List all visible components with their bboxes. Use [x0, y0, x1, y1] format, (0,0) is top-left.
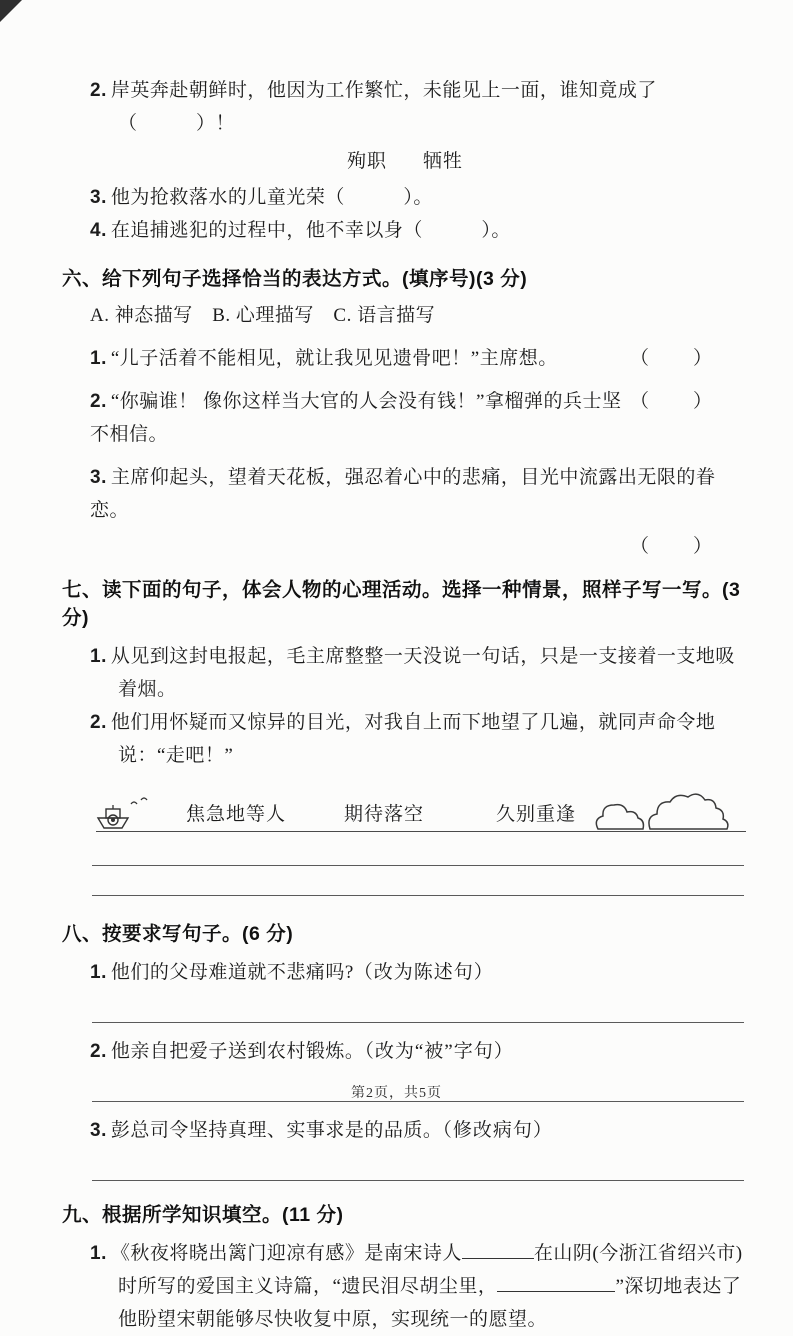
item-number: 2.: [90, 391, 107, 412]
word-bank-word: 殉职: [346, 151, 387, 172]
answer-line: [92, 895, 744, 896]
scenario-strip: [96, 792, 746, 832]
item-number: 1.: [90, 348, 107, 369]
item-number: 2.: [90, 80, 107, 101]
page-corner-mark: [0, 0, 22, 22]
question-item: [90, 461, 748, 527]
answer-line: [92, 865, 744, 866]
answer-parentheses: （ ）: [629, 391, 714, 412]
question-item: [90, 640, 748, 706]
item-number: 3.: [90, 187, 107, 208]
section-7-psychology-writing: [62, 574, 748, 896]
item-text: 他亲自把爱子送到农村锻炼。: [110, 1041, 365, 1062]
item-number: 1.: [90, 1243, 107, 1264]
question-item: [90, 342, 748, 375]
question-item: [90, 1035, 748, 1068]
item-tail: 。: [413, 187, 433, 208]
section-8-rewrite-sentences: [62, 918, 748, 1181]
answer-line: [92, 1022, 744, 1023]
page-content: [62, 74, 748, 1336]
item-tail: 。: [491, 220, 511, 241]
question-item: [90, 706, 748, 772]
question-item: [90, 385, 748, 451]
section-word-fill: [62, 74, 748, 247]
item-number: 1.: [90, 962, 107, 983]
section-heading: 七、读下面的句子，体会人物的心理活动。选择一种情景，照样子写一写。(3 分): [62, 579, 741, 629]
item-number: 4.: [90, 220, 107, 241]
section-6-expression-type: [62, 263, 748, 558]
item-instruction: （改为陈述句）: [353, 962, 494, 983]
item-text: 他为抢救落水的儿童光荣: [110, 187, 326, 208]
answer-blank: （ ）: [403, 220, 492, 241]
section-heading: 八、按要求写句子。(6 分): [62, 923, 294, 945]
scenario-option: 焦急地等人: [186, 804, 287, 825]
word-bank-word: 牺牲: [423, 151, 464, 172]
question-item: [90, 214, 748, 247]
item-text: 在山阴(今浙江省绍兴市)时所写的爱国主义诗篇，“遗民泪尽胡尘里，: [118, 1243, 743, 1297]
item-text: 在追捕逃犯的过程中，他不幸以身: [110, 220, 404, 241]
item-text: 彭总司令坚持真理、实事求是的品质。: [110, 1120, 443, 1141]
item-text: 他们用怀疑而又惊异的目光，对我自上而下地望了几遍，就同声命令地说：“走吧！”: [110, 712, 716, 766]
item-text: 主席仰起头，望着天花板，强忍着心中的悲痛，目光中流露出无限的眷恋。: [90, 467, 716, 521]
answer-blank: （ ）: [118, 113, 216, 134]
fill-in-blank: [462, 1239, 534, 1259]
question-item: [90, 181, 748, 214]
page-footer: [0, 1082, 793, 1102]
question-item: [90, 1237, 748, 1336]
answer-line: [92, 1180, 744, 1181]
answer-parentheses: （ ）: [629, 536, 714, 557]
item-number: 2.: [90, 712, 107, 733]
section-heading: 九、根据所学知识填空。(11 分): [62, 1204, 344, 1226]
bushes-icon: [594, 792, 746, 830]
item-text: 《秋夜将晓出篱门迎凉有感》是南宋诗人: [110, 1243, 462, 1264]
scenario-option: 久别重逢: [496, 804, 577, 825]
page-number: 第2页，共5页: [351, 1086, 442, 1101]
question-item: [90, 956, 748, 989]
section-9-knowledge-fill: [62, 1199, 748, 1336]
boat-with-birds-icon: [96, 796, 160, 830]
fill-in-blank: [497, 1272, 615, 1292]
word-bank: [62, 146, 748, 173]
item-text: 1. “儿子活着不能相见，就让我见见遗骨吧！”主席想。: [90, 348, 558, 369]
question-item: [90, 74, 748, 140]
item-tail: ！: [215, 113, 236, 134]
answer-parentheses: （ ）: [629, 348, 714, 369]
section-heading: 六、给下列句子选择恰当的表达方式。(填序号)(3 分): [62, 268, 528, 290]
item-number: 1.: [90, 646, 107, 667]
answer-blank: （ ）: [325, 187, 414, 208]
question-item: [90, 1114, 748, 1147]
item-number: 3.: [90, 467, 107, 488]
item-number: 3.: [90, 1120, 107, 1141]
item-text: 2. “你骗谁！ 像你这样当大官的人会没有钱！”拿榴弹的兵士坚不相信。: [90, 391, 622, 445]
item-instruction: （修改病句）: [442, 1120, 553, 1141]
item-number: 2.: [90, 1041, 107, 1062]
item-instruction: （改为“被”字句）: [364, 1041, 514, 1062]
item-text: 岸英奔赴朝鲜时，他因为工作繁忙，未能见上一面，谁知竟成了: [110, 80, 657, 101]
item-text: ”深切地表达了他盼望宋朝能够尽快收复中原，实现统一的愿望。: [118, 1276, 742, 1330]
scenario-option: 期待落空: [344, 804, 425, 825]
item-text: 他们的父母难道就不悲痛吗?: [110, 962, 354, 983]
answer-row: [62, 531, 748, 558]
item-text: 从见到这封电报起，毛主席整整一天没说一句话，只是一支接着一支地吸着烟。: [110, 646, 735, 700]
choice-options: A. 神态描写 B. 心理描写 C. 语言描写: [90, 305, 436, 326]
